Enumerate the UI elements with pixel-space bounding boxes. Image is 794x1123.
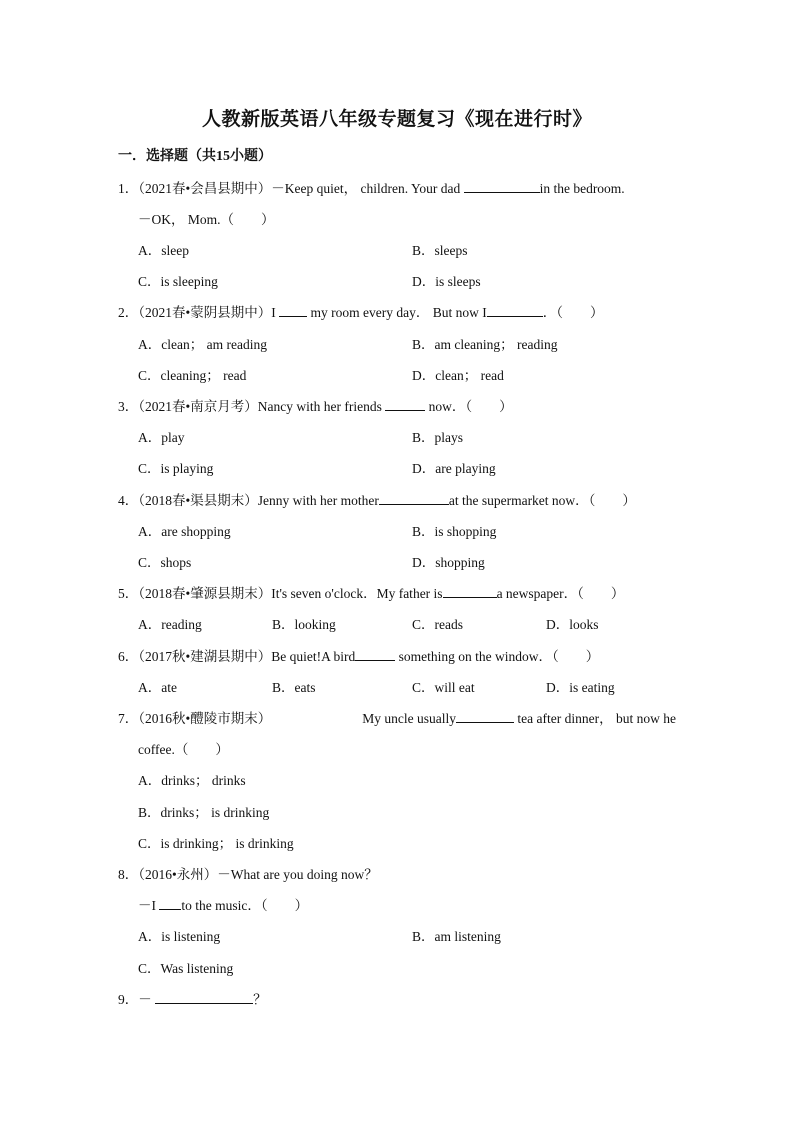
question-source: （2018春•渠县期末） xyxy=(138,493,258,508)
option-d[interactable]: D．are playing xyxy=(412,461,496,476)
question-text: a newspaper．（ ） xyxy=(496,586,625,601)
option-b[interactable]: B．plays xyxy=(412,430,464,445)
question-number: 3． xyxy=(118,399,139,414)
question-4 xyxy=(118,489,636,509)
question-text: at the supermarket now．（ ） xyxy=(448,493,636,508)
question-7-line-2: coffee.（ ） xyxy=(138,742,229,757)
option-b[interactable]: B．eats xyxy=(272,680,316,695)
question-text: Be quiet!A bird xyxy=(271,649,356,664)
option-c[interactable]: C．is playing xyxy=(138,461,214,476)
answer-blank[interactable] xyxy=(155,991,253,1004)
page-title: 人教新版英语八年级专题复习《现在进行时》 xyxy=(201,109,592,130)
question-source: （2018春•肇源县期末） xyxy=(138,586,272,601)
question-5 xyxy=(118,582,624,602)
question-6 xyxy=(118,645,599,665)
option-b[interactable]: B．am cleaning； reading xyxy=(412,337,558,352)
option-b[interactable]: B．looking xyxy=(272,617,336,632)
answer-blank[interactable] xyxy=(487,304,543,317)
option-a[interactable]: A．sleep xyxy=(138,243,189,258)
question-number: 2． xyxy=(118,305,139,320)
answer-blank[interactable] xyxy=(443,585,497,598)
section-heading: 一．选择题（共15小题） xyxy=(118,149,272,164)
question-text: It's seven o'clock．My father is xyxy=(271,586,443,601)
option-a[interactable]: A．ate xyxy=(138,680,177,695)
option-c[interactable]: C．Was listening xyxy=(138,961,234,976)
question-source: （2021春•会昌县期中） xyxy=(138,181,272,196)
question-text: － xyxy=(138,992,156,1007)
question-text: I xyxy=(271,305,280,320)
option-a[interactable]: A．drinks； drinks xyxy=(138,773,246,788)
option-a[interactable]: A．reading xyxy=(138,617,202,632)
answer-blank[interactable] xyxy=(379,492,449,505)
option-c[interactable]: C．is sleeping xyxy=(138,274,218,289)
option-d[interactable]: D．clean； read xyxy=(412,368,504,383)
question-text: now．（ ） xyxy=(425,399,513,414)
option-b[interactable]: B．drinks； is drinking xyxy=(138,805,270,820)
option-c[interactable]: C．reads xyxy=(412,617,463,632)
question-number: 6． xyxy=(118,649,139,664)
question-text: Nancy with her friends xyxy=(257,399,386,414)
question-text: －Keep quiet， children. Your dad xyxy=(271,181,464,196)
question-source: （2021春•南京月考） xyxy=(138,399,258,414)
question-1 xyxy=(118,177,625,197)
option-c[interactable]: C．cleaning； read xyxy=(138,368,247,383)
option-b[interactable]: B．am listening xyxy=(412,929,501,944)
option-a[interactable]: A．clean； am reading xyxy=(138,337,267,352)
question-number: 9． xyxy=(118,992,139,1007)
question-text: my room every day． But now I xyxy=(307,305,487,320)
question-text: －What are you doing now？ xyxy=(217,867,378,882)
question-text: ．（ ） xyxy=(542,305,604,320)
question-2 xyxy=(118,301,603,321)
question-3 xyxy=(118,395,513,415)
answer-blank[interactable] xyxy=(385,398,425,411)
question-text: in the bedroom. xyxy=(539,181,625,196)
question-text: My uncle usually xyxy=(362,711,457,726)
question-number: 8． xyxy=(118,867,139,882)
question-7 xyxy=(118,707,676,727)
question-number: 7． xyxy=(118,711,139,726)
question-text: something on the window．（ ） xyxy=(395,649,600,664)
answer-blank[interactable] xyxy=(456,710,514,723)
answer-blank[interactable] xyxy=(355,648,395,661)
option-b[interactable]: B．sleeps xyxy=(412,243,468,258)
question-source: （2016秋•醴陵市期末） xyxy=(138,711,272,726)
question-text: tea after dinner， but now he xyxy=(514,711,676,726)
answer-blank[interactable] xyxy=(159,897,181,910)
question-9 xyxy=(118,988,267,1008)
question-number: 1． xyxy=(118,181,139,196)
question-source: （2016•永州） xyxy=(138,867,218,882)
option-d[interactable]: D．shopping xyxy=(412,555,485,570)
option-b[interactable]: B．is shopping xyxy=(412,524,497,539)
question-8-line-2 xyxy=(138,894,308,914)
question-number: 4． xyxy=(118,493,139,508)
option-d[interactable]: D．is sleeps xyxy=(412,274,481,289)
question-source: （2021春•蒙阴县期中） xyxy=(138,305,272,320)
option-a[interactable]: A．is listening xyxy=(138,929,221,944)
option-c[interactable]: C．shops xyxy=(138,555,192,570)
question-text: －I xyxy=(138,898,160,913)
option-d[interactable]: D．is eating xyxy=(546,680,615,695)
option-a[interactable]: A．play xyxy=(138,430,185,445)
option-d[interactable]: D．looks xyxy=(546,617,599,632)
question-text: Jenny with her mother xyxy=(257,493,379,508)
answer-blank[interactable] xyxy=(279,304,307,317)
option-a[interactable]: A．are shopping xyxy=(138,524,231,539)
question-text: ？ xyxy=(253,992,267,1007)
question-8 xyxy=(118,863,378,883)
answer-blank[interactable] xyxy=(464,180,540,193)
question-text: to the music．（ ） xyxy=(181,898,309,913)
question-source: （2017秋•建湖县期中） xyxy=(138,649,272,664)
question-1-line-2: －OK， Mom.（ ） xyxy=(138,212,275,227)
question-number: 5． xyxy=(118,586,139,601)
option-c[interactable]: C．is drinking； is drinking xyxy=(138,836,294,851)
option-c[interactable]: C．will eat xyxy=(412,680,475,695)
